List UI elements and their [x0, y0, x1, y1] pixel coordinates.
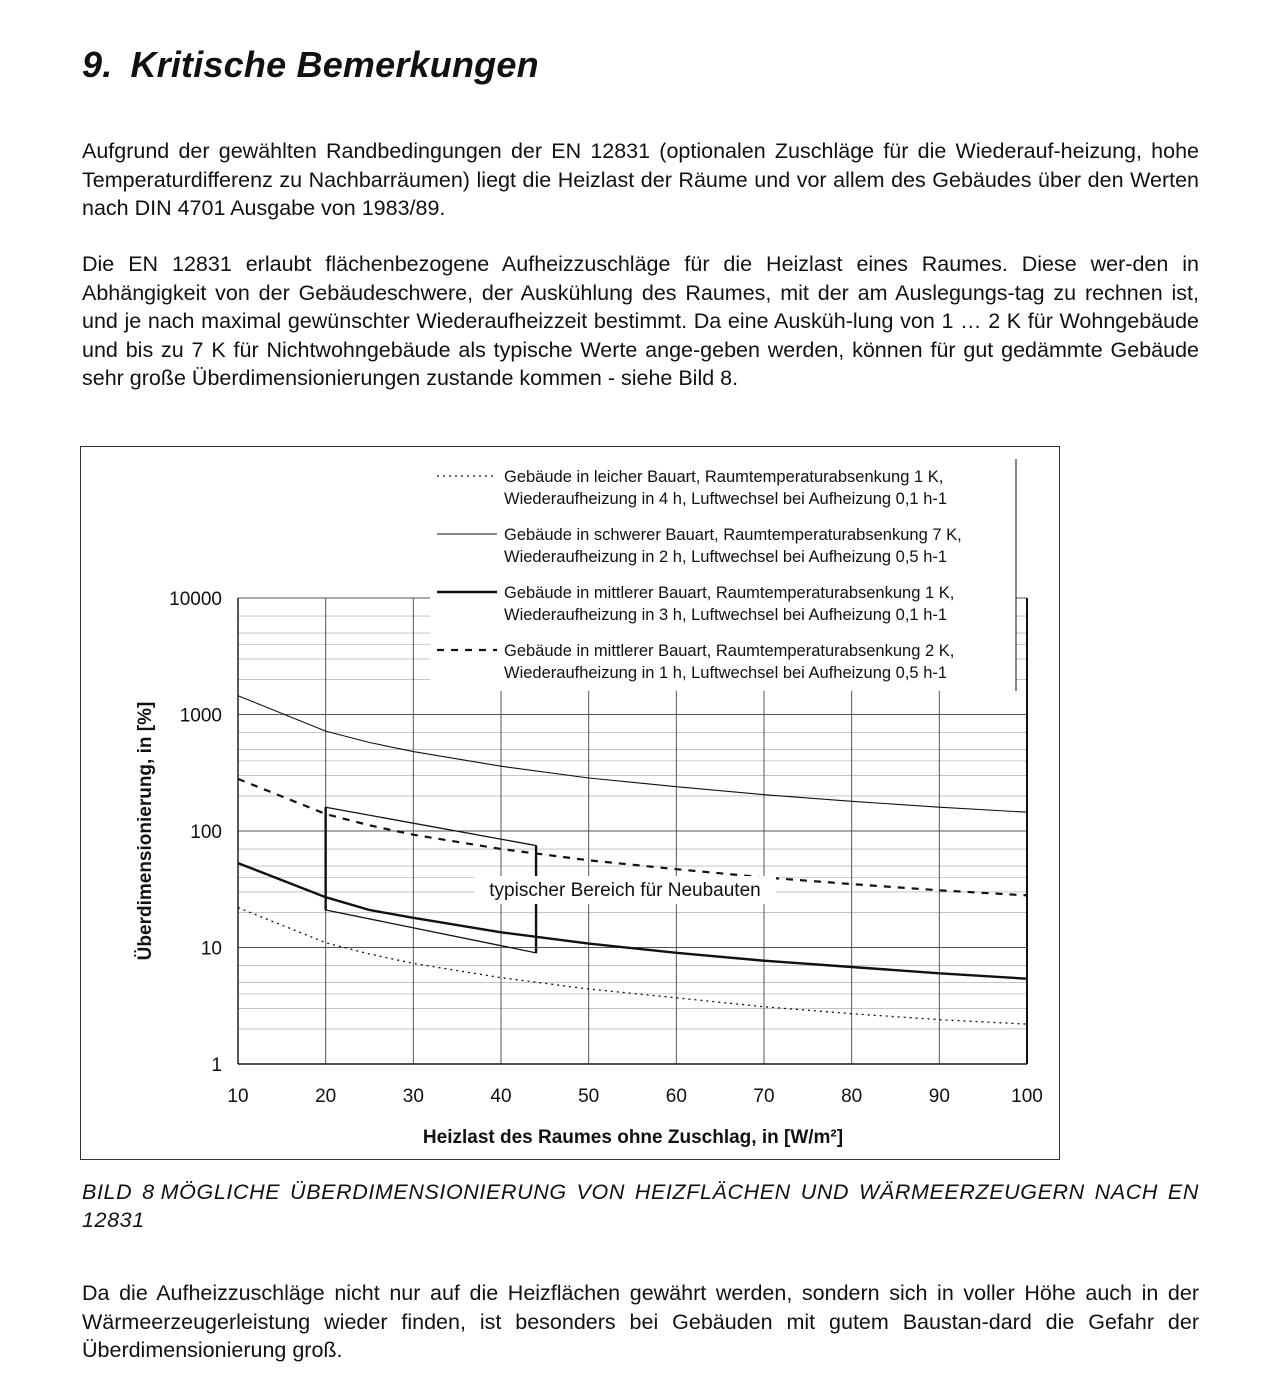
x-axis-label: Heizlast des Raumes ohne Zuschlag, in [W/m²] [422, 1127, 844, 1148]
legend-label-2-line-2: Wiederaufheizung in 2 h, Luftwechsel bei Aufheizung 0,5 h-1 [504, 548, 948, 566]
y-tick-label: 10000 [169, 589, 222, 610]
x-tick-label: 20 [315, 1086, 337, 1107]
paragraph-2: Die EN 12831 erlaubt flächenbezogene Aufheizzuschläge für die Heizlast eines Raumes. Diese wer-den in Abhängigkeit von der Gebäudeschwere, der Auskühlung des Raumes, mit der am Auslegungs-tag zu rechnen ist, und je nach maximal gewünschter Wiederaufheizzeit bestimmt. Da eine Ausküh-lung von 1 … 2 K für Wohngebäude und bis zu 7 K für Nichtwohngebäude als typische Werte ange-geben werden, können für gut gedämmte Gebäude sehr große Überdimensionierungen zustande kommen - siehe Bild 8. [82, 252, 1199, 390]
y-tick-label: 10 [200, 938, 222, 960]
x-tick-label: 30 [402, 1086, 424, 1107]
y-tick-label: 1 [211, 1055, 222, 1076]
y-tick-label: 100 [190, 822, 222, 843]
legend-label-1-line-1: Gebäude in leicher Bauart, Raumtemperaturabsenkung 1 K, [504, 468, 944, 486]
legend-label-4-line-2: Wiederaufheizung in 1 h, Luftwechsel bei Aufheizung 0,5 h-1 [504, 664, 948, 682]
legend-label-4-line-1: Gebäude in mittlerer Bauart, Raumtemperaturabsenkung 2 K, [504, 642, 955, 660]
section-number: 9. [82, 44, 113, 85]
series-line-2 [238, 696, 1027, 813]
y-tick-label: 1000 [179, 705, 222, 727]
figure-frame [80, 446, 1060, 1160]
region-label: typischer Bereich für Neubauten [489, 880, 761, 901]
chart-lines [238, 696, 1027, 1024]
x-tick-label: 60 [665, 1086, 687, 1107]
x-tick-label: 50 [578, 1086, 600, 1107]
chart-legend [430, 459, 1016, 691]
overdimensioning-chart [81, 447, 1059, 1159]
legend-label-2-line-1: Gebäude in schwerer Bauart, Raumtemperaturabsenkung 7 K, [504, 526, 962, 544]
figure-caption-text: MÖGLICHE ÜBERDIMENSIONIERUNG VON HEIZFLÄCHEN UND WÄRMEERZEUGERN NACH EN 12831 [82, 1180, 1199, 1232]
legend-label-3-line-1: Gebäude in mittlerer Bauart, Raumtemperaturabsenkung 1 K, [504, 584, 955, 602]
section-title: Kritische Bemerkungen [130, 44, 539, 85]
paragraph-1: Aufgrund der gewählten Randbedingungen der EN 12831 (optionalen Zuschläge für die Wiederauf-heizung, hohe Temperaturdifferenz zu Nachbarräumen) liegt die Heizlast der Räume und vor allem des Gebäudes über den Werten nach DIN 4701 Ausgabe von 1983/89. [82, 139, 1199, 220]
x-tick-label: 10 [227, 1086, 249, 1107]
figure-label: BILD 8 [82, 1180, 155, 1204]
x-tick-label: 40 [490, 1086, 512, 1107]
y-axis-label: Überdimensionierung, in [%] [135, 701, 156, 961]
x-tick-label: 90 [928, 1086, 950, 1107]
legend-label-3-line-2: Wiederaufheizung in 3 h, Luftwechsel bei Aufheizung 0,1 h-1 [504, 606, 948, 624]
legend-label-1-line-2: Wiederaufheizung in 4 h, Luftwechsel bei Aufheizung 0,1 h-1 [504, 490, 948, 508]
x-tick-label: 70 [753, 1086, 775, 1107]
x-tick-label: 80 [841, 1086, 863, 1107]
figure-caption [82, 1178, 1199, 1234]
section-heading [82, 44, 539, 86]
paragraph-3: Da die Aufheizzuschläge nicht nur auf die Heizflächen gewährt werden, sondern sich in voller Höhe auch in der Wärmeerzeugerleistung wieder finden, ist besonders bei Gebäuden mit gutem Baustan-dard die Gefahr der Überdimensionierung groß. [82, 1281, 1199, 1362]
x-tick-label: 100 [1011, 1086, 1043, 1107]
